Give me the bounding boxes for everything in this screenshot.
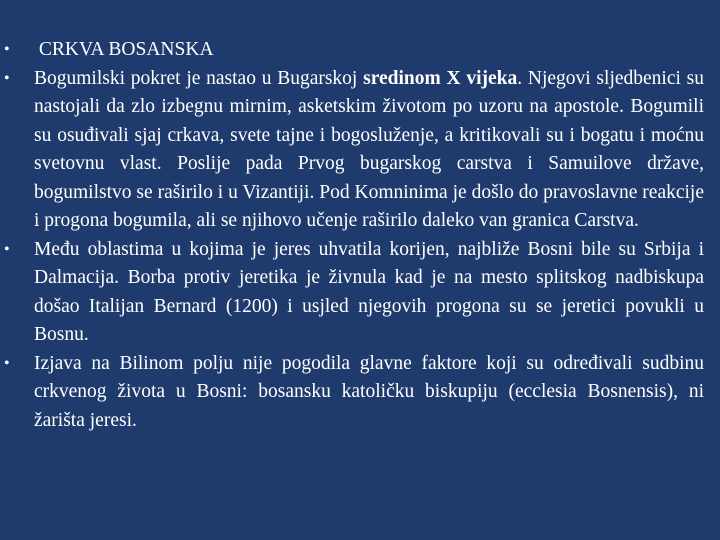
bullet-text: CRKVA BOSANSKA (34, 39, 214, 60)
bullet-item-bilino-polje (0, 350, 704, 436)
bullet-text-rest: . Njegovi sljedbenici su nastojali da zlo izbegnu mirnim, asketskim životom po uzoru na apostole. Bogumili su osuđivali sjaj crkava, svete tajne i bogosluženje, a kritikovali su i bogatu i moćnu svetovnu vlast. Poslije pada Prvog bugarskog carstva i Samuilove države, bogumilstvo se raširilo i u Vizantiji. Pod Komninima je došlo do pravoslavne reakcije i progona bogumila, ali se njihovo učenje raširilo daleko van granica Carstva. (34, 67, 704, 231)
bullet-text: Među oblastima u kojima je jeres uhvatila korijen, najbliže Bosni bile su Srbija i Dalmacija. Borba protiv jeretika je živnula kad je na mesto splitskog nadbiskupa došao Italijan Bernard (1200) i usjled njegovih progona su se jeretici povukli u Bosnu. (34, 238, 704, 345)
bullet-text-start: Bogumilski pokret je nastao u Bugarskoj (34, 67, 364, 89)
bullet-dot-icon: • (4, 240, 10, 258)
bullet-item-bogumil-movement (0, 65, 704, 236)
bullet-list (0, 36, 704, 435)
bullet-dot-icon: • (4, 69, 10, 87)
bullet-text-emphasis: sredinom X vijeka (363, 67, 518, 89)
bullet-item-heresy-regions (0, 236, 704, 350)
bullet-item-title (0, 36, 704, 65)
bullet-dot-icon: • (4, 354, 10, 372)
bullet-dot-icon: • (4, 41, 10, 58)
bullet-text: Izjava na Bilinom polju nije pogodila glavne faktore koji su određivali sudbinu crkvenog života u Bosni: bosansku katoličku biskupiju (ecclesia Bosnensis), ni žarišta jeresi. (34, 352, 704, 431)
